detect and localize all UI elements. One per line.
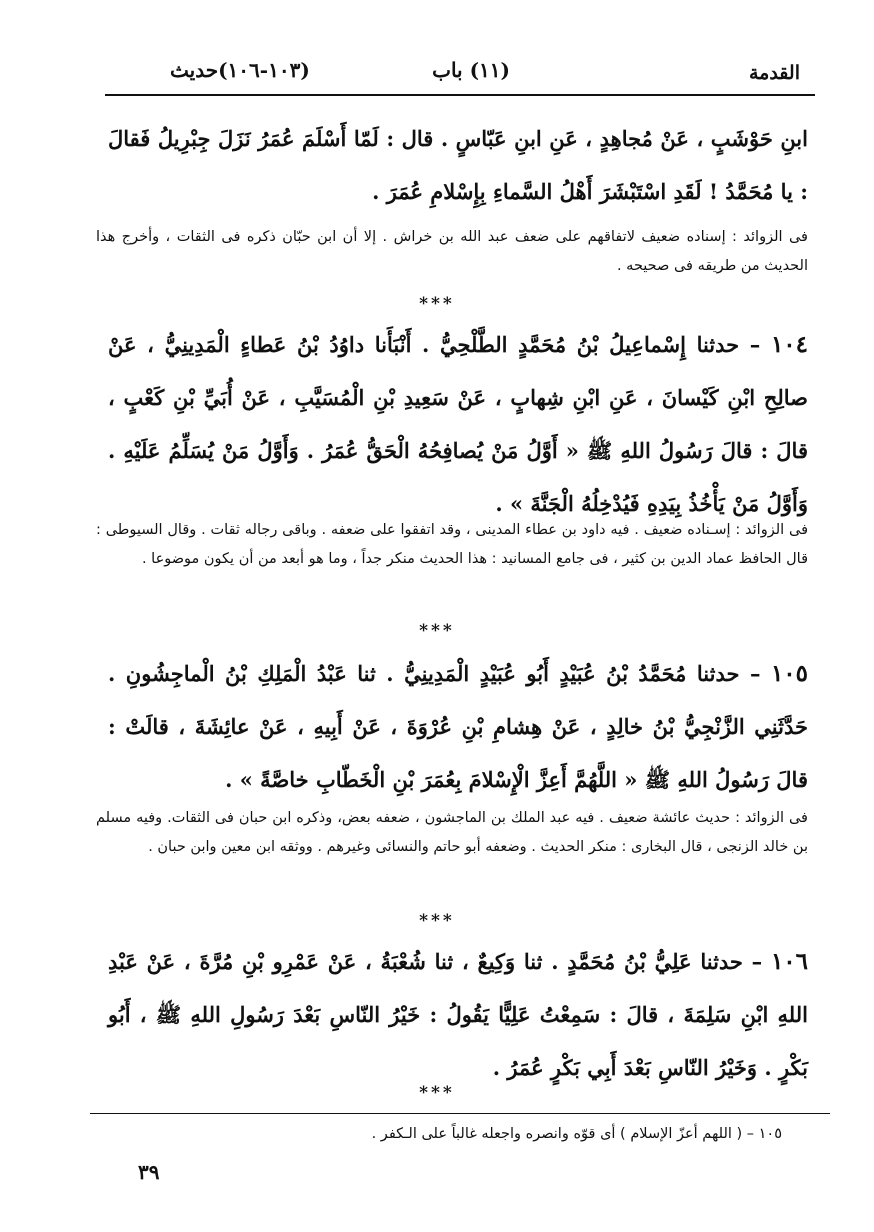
page-number: ٣٩ [138, 1160, 160, 1184]
separator-stars: *** [419, 911, 455, 931]
hadith-104-text [108, 318, 808, 530]
hadith-106-body: – حدثنا عَلِيُّ بْنُ مُحَمَّدٍ . ثنا وَكِيعٌ ، ثنا شُعْبَةُ ، عَنْ عَمْرِو بْنِ مُرَّةَ ، عَنْ عَبْدِ اللهِ ابْنِ سَلِمَةَ ، قالَ : سَمِعْتُ عَلِيًّا يَقُولُ : خَيْرُ النّاسِ بَعْدَ رَسُولِ اللهِ ﷺ ، أَبُو بَكْرٍ . وَخَيْرُ النّاسِ بَعْدَ أَبِي بَكْرٍ عُمَرُ . [108, 949, 808, 1080]
hadith-104-zawaid-note: فى الزوائد : إسـناده ضعيف . فيه داود بن عطاء المدينى ، وقد اتفقوا على ضعفه . وباقى رجاله ثقات . وقال السيوطى : قال الحافظ عماد الدين بن كثير ، فى جامع المسانيد : هذا الحديث منكر جداً ، وما هو أبعد من أن يكون موضوعا . [96, 522, 808, 567]
header-chapter: (١١) باب [432, 58, 510, 82]
hadith-105-body: – حدثنا مُحَمَّدُ بْنُ عُبَيْدٍ أَبُو عُبَيْدٍ الْمَدِينِيُّ . ثنا عَبْدُ الْمَلِكِ بْنُ الْماجِشُونِ . حَدَّثَنِي الزَّنْجِيُّ بْنُ خالِدٍ ، عَنْ هِشامِ بْنِ عُرْوَةَ ، عَنْ أَبِيهِ ، عَنْ عائِشَةَ ، قالَتْ : قالَ رَسُولُ اللهِ ﷺ « اللَّهُمَّ أَعِزَّ الْإِسْلامَ بِعُمَرَ بْنِ الْخَطّابِ خاصَّةً » . [108, 661, 808, 792]
footnote: ١٠٥ – ( اللهم أعزّ الإسلام ) أى قوّه وانصره واجعله غالباً على الـكفر . [371, 1126, 782, 1142]
header-section-title: القدمة [748, 62, 800, 84]
header-hadith-range: (١٠٣-١٠٦)حديث [170, 58, 310, 82]
hadith-105-text [108, 647, 808, 806]
hadith-104-number: ١٠٤ [770, 331, 808, 358]
hadith-105-zawaid-note: فى الزوائد : حديث عائشة ضعيف . فيه عبد الملك بن الماجشون ، ضعفه بعض، وذكره ابن حبان فى الثقات. وفيه مسلم بن خالد الزنجى ، قال البخارى : منكر الحديث . وضعفه أبو حاتم والنسائى وغيرهم . ووثقه ابن معين وابن حبان . [96, 810, 808, 855]
running-header [110, 58, 810, 88]
hadith-105-number: ١٠٥ [770, 660, 808, 687]
hadith-106-number: ١٠٦ [770, 948, 808, 975]
hadith-106-text [108, 935, 808, 1094]
footnote-rule [90, 1113, 830, 1114]
hadith-103-continuation: ابنِ حَوْشَبٍ ، عَنْ مُجاهِدٍ ، عَنِ ابنِ عَبّاسٍ . قال : لَمّا أَسْلَمَ عُمَرُ نَزَلَ جِبْرِيلُ فَقالَ : يا مُحَمَّدُ ! لَقَدِ اسْتَبْشَرَ أَهْلُ السَّماءِ بِإِسْلامِ عُمَرَ . [108, 126, 808, 204]
separator-stars: *** [419, 1083, 455, 1103]
separator-stars: *** [419, 621, 455, 641]
separator-stars: *** [419, 294, 455, 314]
header-rule [105, 94, 815, 96]
hadith-103-zawaid-note: فى الزوائد : إسناده ضعيف لاتفاقهم على ضعف عبد الله بن خراش . إلا أن ابن حبّان ذكره فى الثقات ، وأخرج هذا الحديث من طريقه فى صحيحه . [96, 229, 808, 274]
hadith-104-body: – حدثنا إِسْماعِيلُ بْنُ مُحَمَّدٍ الطَّلْحِيُّ . أَنْبَأَنا داوُدُ بْنُ عَطاءٍ الْمَدِينِيُّ ، عَنْ صالِحِ ابْنِ كَيْسانَ ، عَنِ ابْنِ شِهابٍ ، عَنْ سَعِيدِ بْنِ الْمُسَيَّبِ ، عَنْ أُبَيِّ بْنِ كَعْبٍ ، قالَ : قالَ رَسُولُ اللهِ ﷺ « أَوَّلُ مَنْ يُصافِحُهُ الْحَقُّ عُمَرُ . وَأَوَّلُ مَنْ يُسَلِّمُ عَلَيْهِ . وَأَوَّلُ مَنْ يَأْخُذُ بِيَدِهِ فَيُدْخِلُهُ الْجَنَّةَ » . [108, 332, 808, 516]
